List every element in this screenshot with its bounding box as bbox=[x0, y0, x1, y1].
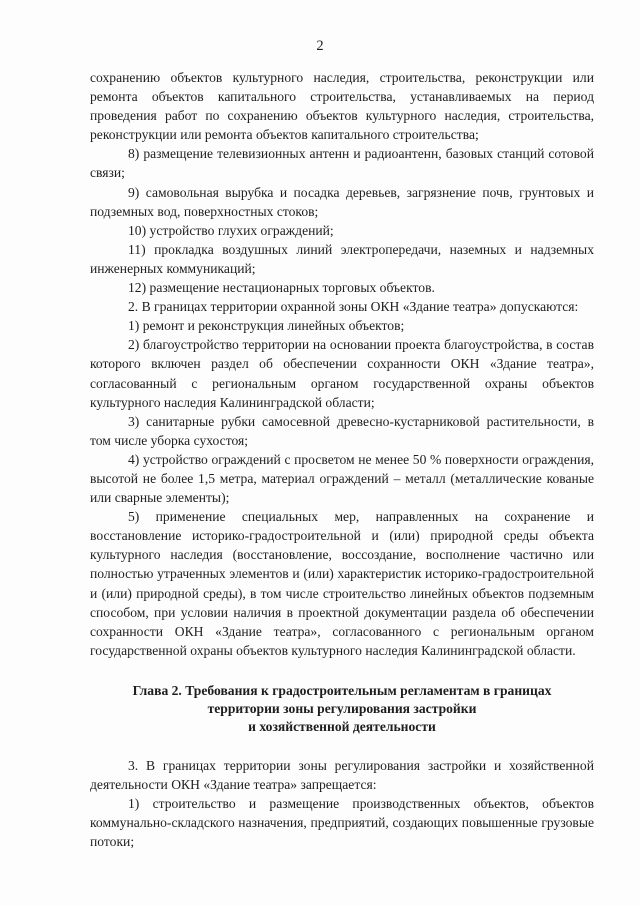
paragraph: 11) прокладка воздушных линий электропередачи, наземных и надземных инженерных коммуникаций; bbox=[90, 241, 594, 276]
paragraph: 2. В границах территории охранной зоны ОКН «Здание театра» допускаются: bbox=[128, 299, 579, 315]
paragraph: сохранению объектов культурного наследия, строительства, реконструкции или ремонта объектов капитального строительства, устанавливаемых на период проведения работ по сохранению объектов культурного наследия, строительства, реконструкции или ремонта объектов капитального строительства; bbox=[90, 70, 594, 143]
paragraph: 8) размещение телевизионных антенн и радиоантенн, базовых станций сотовой связи; bbox=[90, 146, 594, 181]
paragraph: 10) устройство глухих ограждений; bbox=[128, 222, 334, 238]
chapter-heading-line-2: территории зоны регулирования застройки bbox=[207, 700, 477, 716]
paragraph: 1) строительство и размещение производственных объектов, объектов коммунально-складского назначения, предприятий, создающих повышенные грузовые потоки; bbox=[90, 796, 594, 850]
paragraph: 3. В границах территории зоны регулирования застройки и хозяйственной деятельности ОКН «Здание театра» запрещается: bbox=[90, 757, 594, 792]
paragraph: 12) размещение нестационарных торговых объектов. bbox=[128, 280, 435, 296]
section-before-chapter bbox=[90, 68, 594, 660]
paragraph: 4) устройство ограждений с просветом не менее 50 % поверхности ограждения, высотой не более 1,5 метра, материал ограждений – металл (металлические кованые или сварные элементы); bbox=[90, 451, 594, 506]
page-number: 2 bbox=[316, 38, 324, 54]
paragraph: 9) самовольная вырубка и посадка деревьев, загрязнение почв, грунтовых и подземных вод, поверхностных стоков; bbox=[90, 184, 594, 219]
paragraph: 2) благоустройство территории на основании проекта благоустройства, в состав которого включен раздел об обеспечении сохранности ОКН «Здание театра», согласованный с региональным органом государственной охраны объектов культурного наследия Калининградской области; bbox=[90, 337, 594, 410]
paragraph: 5) применение специальных мер, направленных на сохранение и восстановление историко-градостроительной и (или) природной среды объекта культурного наследия (восстановление, воссоздание, восполнение частично или полностью утраченных элементов и (или) характеристик историко-градостроительной и (или) природной среды), в том числе строительство линейных объектов подземным способом, при условии наличия в проектной документации раздела об обеспечении сохранности ОКН «Здание театра», согласованного с региональным органом государственной охраны объектов культурного наследия Калининградской области. bbox=[90, 509, 594, 658]
chapter-heading-line-1: Глава 2. Требования к градостроительным регламентам в границах bbox=[132, 682, 552, 698]
section-after-chapter bbox=[90, 756, 594, 851]
paragraph: 1) ремонт и реконструкция линейных объектов; bbox=[128, 318, 405, 334]
chapter-heading bbox=[90, 682, 594, 736]
document-body bbox=[90, 68, 594, 851]
paragraph: 3) санитарные рубки самосевной древесно-кустарниковой растительности, в том числе уборка сухостоя; bbox=[90, 413, 594, 448]
chapter-heading-line-3: и хозяйственной деятельности bbox=[248, 718, 436, 734]
